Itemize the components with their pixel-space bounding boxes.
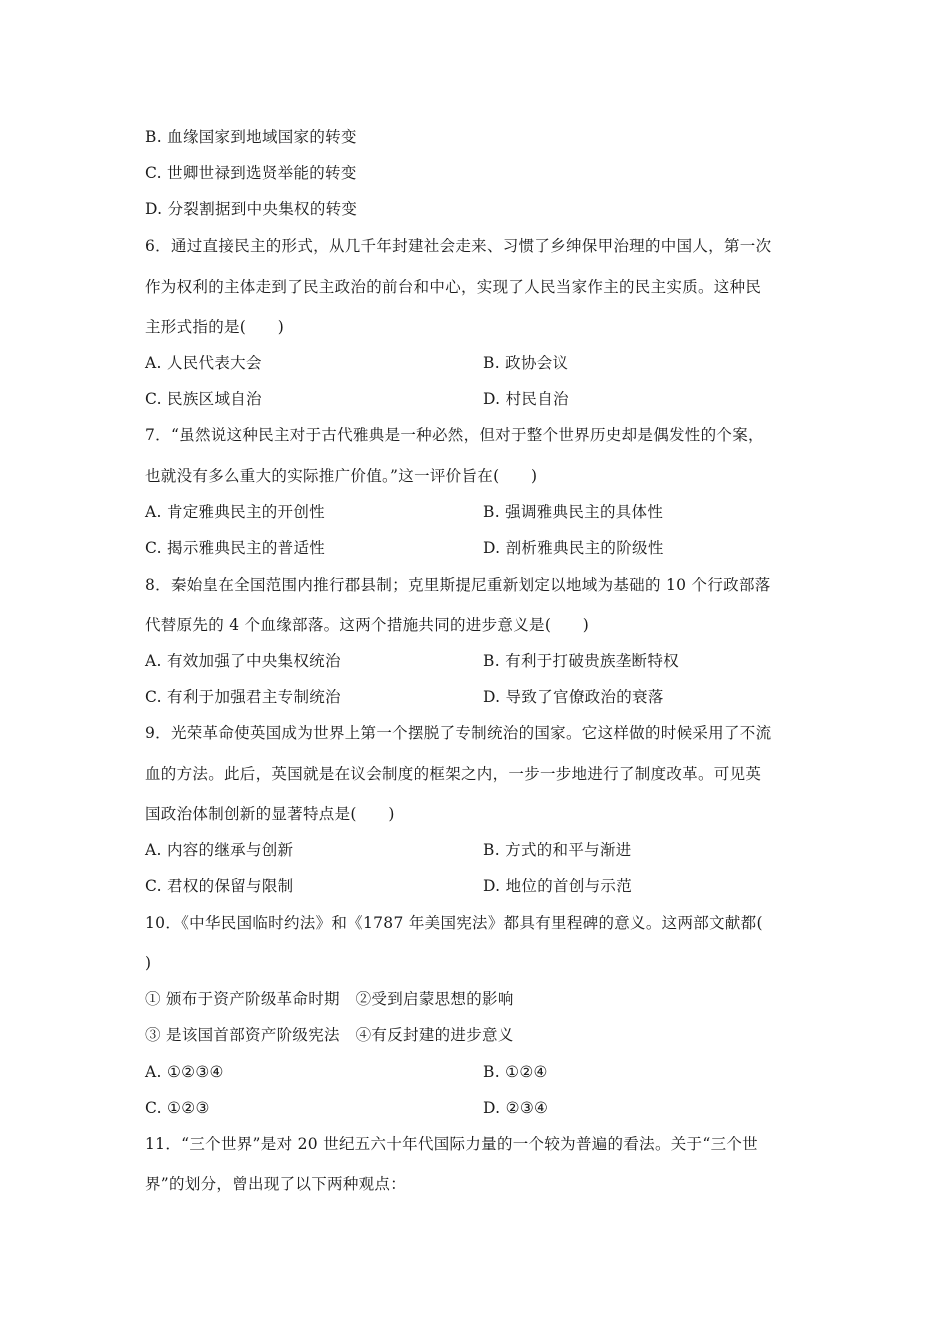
q6-option-b: B. 政协会议 — [483, 354, 569, 372]
q10-stem-line2: ) — [145, 954, 152, 972]
q6-option-c: C. 民族区域自治 — [145, 390, 262, 408]
q7-option-b: B. 强调雅典民主的具体性 — [483, 503, 664, 521]
q6-option-a: A. 人民代表大会 — [145, 354, 262, 372]
q9-option-d: D. 地位的首创与示范 — [483, 877, 633, 895]
q10-option-a: A. ①②③④ — [145, 1063, 224, 1081]
q8-stem-line1: 8．秦始皇在全国范围内推行郡县制；克里斯提尼重新划定以地域为基础的 10 个行政部落 — [145, 576, 771, 594]
q7-option-d: D. 剖析雅典民主的阶级性 — [483, 539, 664, 557]
q10-stem-line1: 10．《中华民国临时约法》和《1787 年美国宪法》都具有里程碑的意义。这两部文献都( — [145, 914, 763, 932]
q9-option-a: A. 内容的继承与创新 — [145, 841, 294, 859]
q7-option-c: C. 揭示雅典民主的普适性 — [145, 539, 326, 557]
q9-stem-line2: 血的方法。此后，英国就是在议会制度的框架之内，一步一步地进行了制度改革。可见英 — [145, 765, 762, 783]
q9-option-c: C. 君权的保留与限制 — [145, 877, 294, 895]
q9-stem-line3: 国政治体制创新的显著特点是( ) — [145, 805, 395, 823]
q7-option-a: A. 肯定雅典民主的开创性 — [145, 503, 325, 521]
q8-option-a: A. 有效加强了中央集权统治 — [145, 652, 341, 670]
q6-stem-line3: 主形式指的是( ) — [145, 318, 285, 336]
q11-stem-line1: 11．“三个世界”是对 20 世纪五六十年代国际力量的一个较为普遍的看法。关于“三个世 — [145, 1135, 758, 1153]
q7-stem-line2: 也就没有多么重大的实际推广价值。”这一评价旨在( ) — [145, 467, 538, 485]
q5-option-d: D. 分裂割据到中央集权的转变 — [145, 200, 358, 218]
q10-option-d: D. ②③④ — [483, 1099, 549, 1117]
q10-option-c: C. ①②③ — [145, 1099, 210, 1117]
q8-option-c: C. 有利于加强君主专制统治 — [145, 688, 341, 706]
q9-option-b: B. 方式的和平与渐进 — [483, 841, 632, 859]
q8-option-d: D. 导致了官僚政治的衰落 — [483, 688, 664, 706]
q10-statement-line1: ① 颁布于资产阶级革命时期 ②受到启蒙思想的影响 — [145, 990, 514, 1008]
q8-option-b: B. 有利于打破贵族垄断特权 — [483, 652, 679, 670]
q6-stem-line2: 作为权利的主体走到了民主政治的前台和中心，实现了人民当家作主的民主实质。这种民 — [145, 278, 762, 296]
q5-option-b: B. 血缘国家到地域国家的转变 — [145, 128, 357, 146]
q6-stem-line1: 6．通过直接民主的形式，从几千年封建社会走来、习惯了乡绅保甲治理的中国人，第一次 — [145, 237, 772, 255]
q6-option-d: D. 村民自治 — [483, 390, 569, 408]
q9-stem-line1: 9．光荣革命使英国成为世界上第一个摆脱了专制统治的国家。它这样做的时候采用了不流 — [145, 724, 772, 742]
q11-stem-line2: 界”的划分，曾出现了以下两种观点： — [145, 1175, 407, 1193]
q8-stem-line2: 代替原先的 4 个血缘部落。这两个措施共同的进步意义是( ) — [145, 616, 590, 634]
q10-statement-line2: ③ 是该国首部资产阶级宪法 ④有反封建的进步意义 — [145, 1026, 514, 1044]
q5-option-c: C. 世卿世禄到选贤举能的转变 — [145, 164, 357, 182]
q10-option-b: B. ①②④ — [483, 1063, 548, 1081]
q7-stem-line1: 7．“虽然说这种民主对于古代雅典是一种必然，但对于整个世界历史却是偶发性的个案， — [145, 426, 764, 444]
